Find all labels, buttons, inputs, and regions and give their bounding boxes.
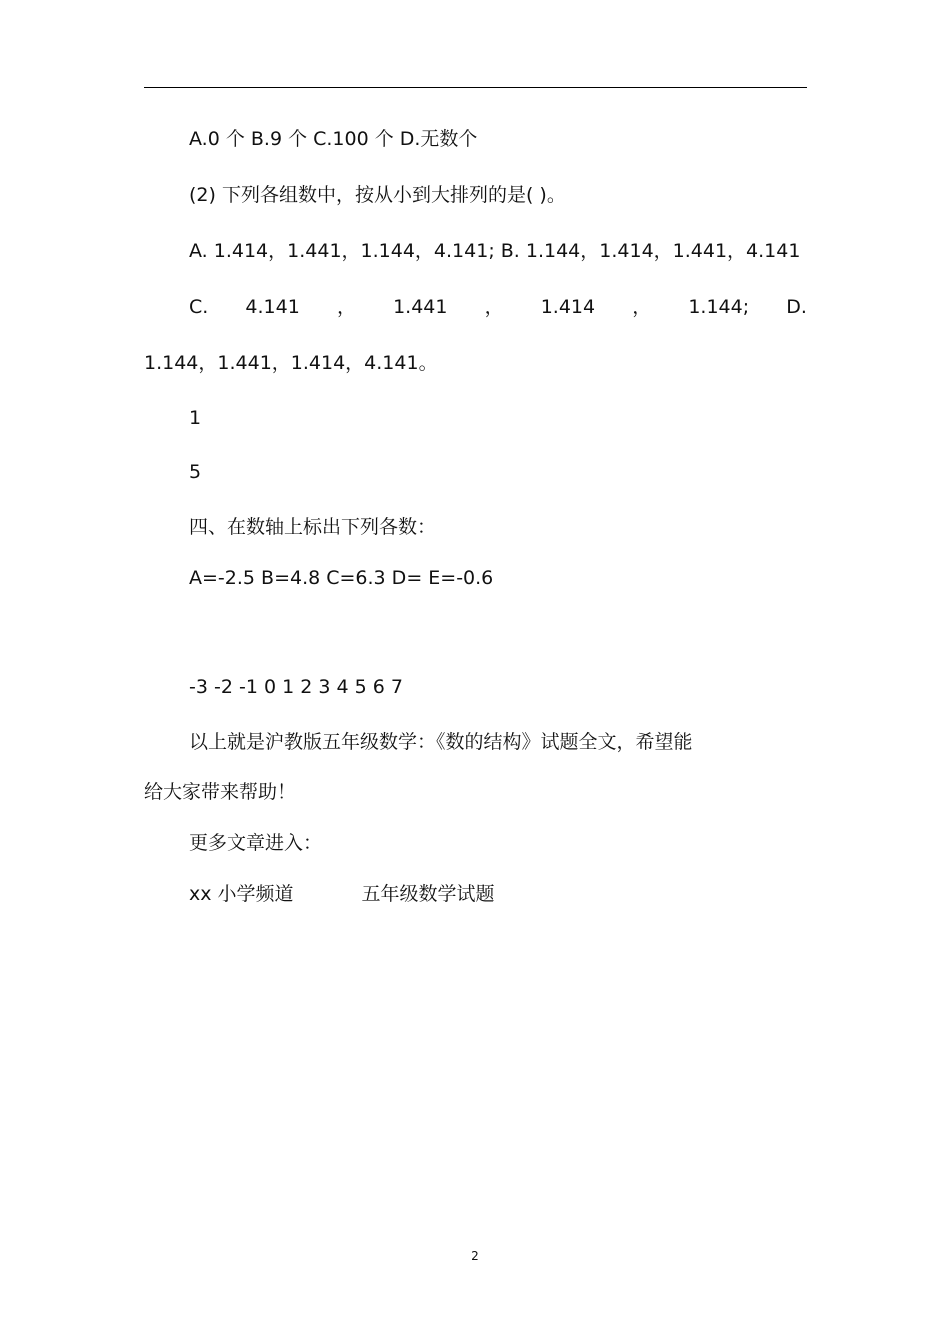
fraction-denominator: 5: [189, 461, 202, 483]
more-articles-links: [189, 882, 495, 906]
closing-line-2: 给大家带来帮助！: [144, 781, 297, 803]
q2-c-part: ，: [336, 296, 356, 318]
q2-c-part: C.: [189, 296, 209, 318]
page-number: 2: [471, 1249, 479, 1263]
closing-line-1: 以上就是沪教版五年级数学：《数的结构》试题全文，希望能: [189, 731, 693, 753]
q2-c-part: 1.144;: [688, 296, 750, 318]
header-rule: [144, 87, 807, 88]
fraction-numerator: 1: [189, 407, 202, 429]
more-articles-label: 更多文章进入：: [189, 832, 323, 854]
q1-options: A.0 个 B.9 个 C.100 个 D.无数个: [189, 128, 478, 150]
link-primary-school-channel[interactable]: xx 小学频道: [189, 883, 294, 905]
q2-c-part: 1.414: [540, 296, 596, 318]
q2-c-part: 4.141: [245, 296, 300, 318]
q2-c-part: ，: [632, 296, 652, 318]
q2-option-d-continued: 1.144，1.441，1.414，4.141。: [144, 352, 438, 374]
q2-c-part: 1.441: [393, 296, 448, 318]
number-line-labels: -3 -2 -1 0 1 2 3 4 5 6 7: [189, 676, 403, 698]
q2-c-part: ，: [484, 296, 504, 318]
section4-values: A=-2.5 B=4.8 C=6.3 D= E=-0.6: [189, 567, 494, 589]
q2-options-ab: A. 1.414，1.441，1.144，4.141; B. 1.144，1.414，1.441，4.141: [189, 240, 801, 262]
q2-options-cd: [189, 295, 807, 319]
section4-title: 四、在数轴上标出下列各数：: [189, 516, 437, 538]
q2-prompt: (2) 下列各组数中，按从小到大排列的是( )。: [189, 184, 566, 206]
link-grade5-math-tests[interactable]: 五年级数学试题: [361, 883, 495, 905]
q2-c-part: D.: [786, 296, 807, 318]
